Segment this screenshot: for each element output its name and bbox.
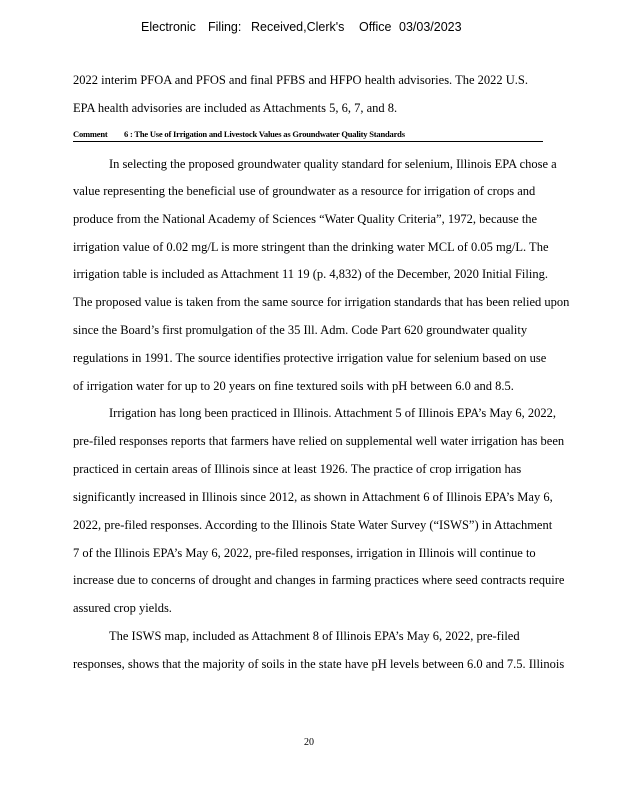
paragraph-line: Irrigation has long been practiced in Illinois. Attachment 5 of Illinois EPA’s May 6, 2022, <box>109 406 557 420</box>
paragraph-line: value representing the beneficial use of groundwater as a resource for irrigation of crops and <box>73 184 536 198</box>
comment-title: 6 : The Use of Irrigation and Livestock Values as Groundwater Quality Standards <box>124 129 405 139</box>
paragraph-line: pre-filed responses reports that farmers have relied on supplemental well water irrigation has been <box>73 434 565 448</box>
comment-label: Comment <box>73 129 108 139</box>
paragraph-line: practiced in certain areas of Illinois since at least 1926. The practice of crop irrigation has <box>73 462 522 476</box>
paragraph-line: responses, shows that the majority of soils in the state have pH levels between 6.0 and 7.5. Illinois <box>73 657 565 671</box>
paragraph-line: 2022, pre-filed responses. According to the Illinois State Water Survey (“ISWS”) in Attachment <box>73 518 553 532</box>
comment-heading <box>73 128 543 142</box>
paragraph-line: irrigation value of 0.02 mg/L is more stringent than the drinking water MCL of 0.05 mg/L. The <box>73 240 549 254</box>
header-filing: Filing: <box>208 20 242 34</box>
paragraph-line: increase due to concerns of drought and changes in farming practices where seed contracts require <box>73 573 565 587</box>
intro-line: EPA health advisories are included as Attachments 5, 6, 7, and 8. <box>73 101 398 115</box>
paragraph-line: irrigation table is included as Attachment 11 19 (p. 4,832) of the December, 2020 Initial Filing. <box>73 267 548 281</box>
paragraph-line: assured crop yields. <box>73 601 172 615</box>
header-date: 03/03/2023 <box>399 20 462 34</box>
paragraph-line: The ISWS map, included as Attachment 8 of Illinois EPA’s May 6, 2022, pre-filed <box>109 629 520 643</box>
paragraph-line: since the Board’s first promulgation of the 35 Ill. Adm. Code Part 620 groundwater quality <box>73 323 528 337</box>
paragraph-line: produce from the National Academy of Sciences “Water Quality Criteria”, 1972, because the <box>73 212 538 226</box>
page-number: 20 <box>304 737 314 748</box>
paragraph-line: The proposed value is taken from the same source for irrigation standards that has been relied upon <box>73 295 570 309</box>
paragraph-line: significantly increased in Illinois since 2012, as shown in Attachment 6 of Illinois EPA’s May 6, <box>73 490 553 504</box>
paragraph-line: regulations in 1991. The source identifies protective irrigation value for selenium based on use <box>73 351 547 365</box>
header-electronic: Electronic <box>141 20 196 34</box>
header-received: Received,Clerk's <box>251 20 345 34</box>
paragraph-line: of irrigation water for up to 20 years on fine textured soils with pH between 6.0 and 8.5. <box>73 379 514 393</box>
header-office: Office <box>359 20 392 34</box>
paragraph-line: In selecting the proposed groundwater quality standard for selenium, Illinois EPA chose a <box>109 157 557 171</box>
intro-line: 2022 interim PFOA and PFOS and final PFBS and HFPO health advisories. The 2022 U.S. <box>73 73 528 87</box>
paragraph-line: 7 of the Illinois EPA’s May 6, 2022, pre-filed responses, irrigation in Illinois will continue to <box>73 546 536 560</box>
